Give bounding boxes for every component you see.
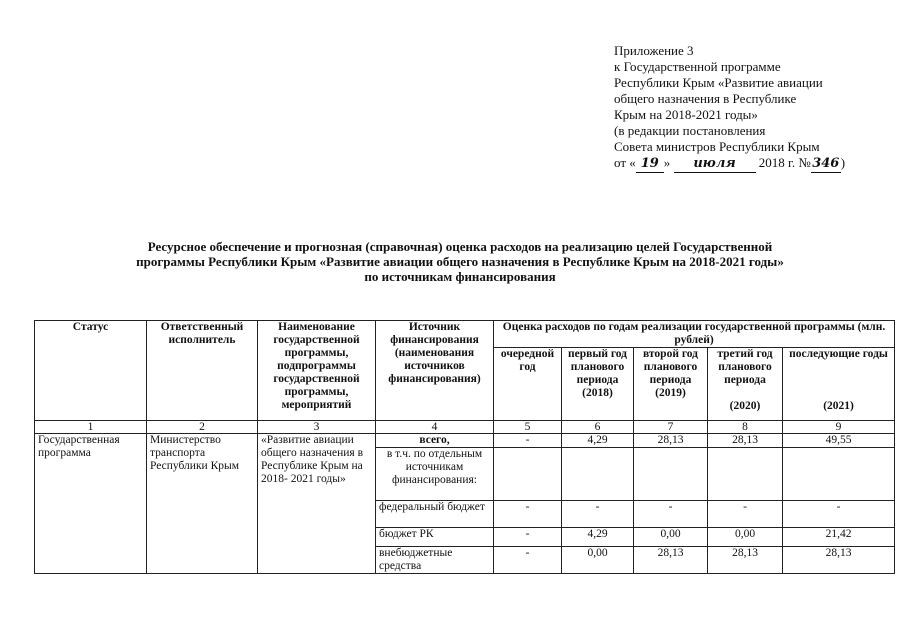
header-row [35,321,895,348]
value-cell: 28,13 [634,547,708,574]
year-first-value: (2018) [582,387,613,399]
title-line: Ресурсное обеспечение и прогнозная (справочная) оценка расходов на реализацию целей Государственной [147,239,773,254]
source-cell: федеральный бюджет [376,501,494,528]
col-number: 2 [147,421,258,434]
status-cell: Государственная программа [35,434,147,574]
col-number: 6 [562,421,634,434]
handwritten-month: июля [674,156,756,173]
value-cell: - [494,501,562,528]
year-second-label: второй год планового периода [643,348,698,386]
value-cell [783,448,895,501]
date-year: 2018 г. № [758,155,811,170]
title-line: по источникам финансирования [364,269,556,284]
value-cell: 4,29 [562,434,634,448]
value-cell: 4,29 [562,528,634,547]
year-third-label: третий год планового периода [717,348,773,386]
appendix-line: Совета министров Республики Крым [614,139,820,154]
appendix-line: к Государственной программе [614,59,781,74]
executor-cell: Министерство транспорта Республики Крым [147,434,258,574]
appendix-block [614,43,894,173]
header-executor: Ответственный исполнитель [147,321,258,421]
table-row [35,434,895,448]
appendix-line: общего назначения в Республике [614,91,797,106]
year-third-value: (2020) [729,400,761,412]
value-cell: 28,13 [708,434,783,448]
appendix-line: (в редакции постановления [614,123,766,138]
date-suffix: ) [840,155,846,170]
column-number-row [35,421,895,434]
date-quote: » [663,155,671,170]
header-source: Источник финансирования (наименования источников финансирования) [376,321,494,421]
handwritten-day: 19 [636,156,664,173]
document-title [60,239,860,284]
header-year-next [783,348,895,421]
year-first-label: первый год планового периода [568,348,627,386]
col-number: 5 [494,421,562,434]
appendix-line: Республики Крым «Развитие авиации [614,75,823,90]
value-cell: - [708,501,783,528]
year-next-value: (2021) [823,400,854,412]
col-number: 7 [634,421,708,434]
header-status: Статус [35,321,147,421]
value-cell: 28,13 [708,547,783,574]
header-year-third [708,348,783,421]
col-number: 3 [258,421,376,434]
value-cell: 49,55 [783,434,895,448]
handwritten-number: 346 [812,156,840,171]
col-number: 9 [783,421,895,434]
value-cell: 28,13 [634,434,708,448]
appendix-line: Приложение 3 [614,43,694,58]
title-line: программы Республики Крым «Развитие авиации общего назначения в Республике Крым на 2018-2021 годы» [136,254,784,269]
col-number: 8 [708,421,783,434]
col-number: 4 [376,421,494,434]
date-prefix: от « [614,155,636,170]
header-year-current [494,348,562,421]
value-cell [708,448,783,501]
header-program-name: Наименование государственной программы, подпрограммы государственной программы, мероприятий [258,321,376,421]
value-cell: 28,13 [783,547,895,574]
value-cell: - [494,528,562,547]
value-cell: 0,00 [708,528,783,547]
header-year-second [634,348,708,421]
col-number: 1 [35,421,147,434]
value-cell: - [634,501,708,528]
year-second-value: (2019) [655,387,686,399]
source-cell: внебюджетные средства [376,547,494,574]
header-estimate: Оценка расходов по годам реализации государственной программы (млн. рублей) [494,321,895,348]
appendix-line: Крым на 2018-2021 годы» [614,107,758,122]
header-year-first [562,348,634,421]
value-cell: 21,42 [783,528,895,547]
value-cell [494,448,562,501]
funding-table [34,320,895,574]
program-name-cell: «Развитие авиации общего назначения в Республике Крым на 2018- 2021 годы» [258,434,376,574]
value-cell: - [783,501,895,528]
value-cell: 0,00 [562,547,634,574]
appendix-date-line [614,155,894,173]
source-cell: в т.ч. по отдельным источникам финансирования: [376,448,494,501]
value-cell [562,448,634,501]
value-cell: 0,00 [634,528,708,547]
value-cell [634,448,708,501]
year-current-label: очередной год [500,348,555,373]
source-cell: бюджет РК [376,528,494,547]
source-cell: всего, [376,434,494,448]
value-cell: - [494,547,562,574]
value-cell: - [562,501,634,528]
value-cell: - [494,434,562,448]
year-next-label: последующие годы [789,348,888,360]
